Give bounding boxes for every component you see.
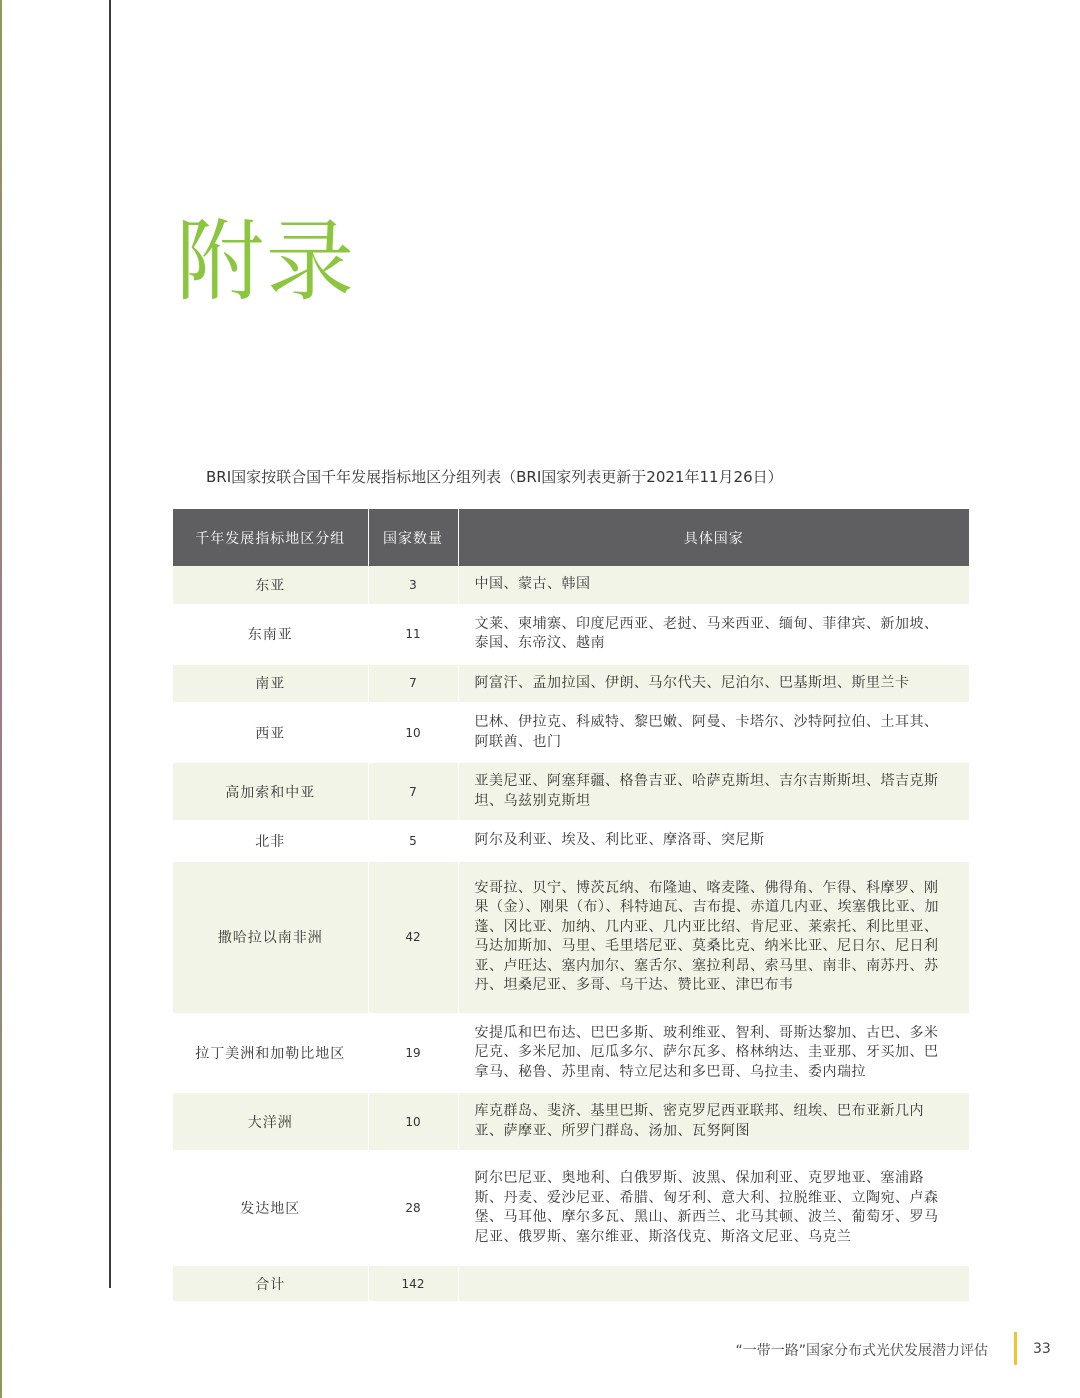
region-cell: 发达地区	[173, 1151, 368, 1265]
margin-rule	[109, 0, 111, 1288]
countries-cell: 阿尔及利亚、埃及、利比亚、摩洛哥、突尼斯	[458, 821, 969, 861]
region-cell: 南亚	[173, 664, 368, 704]
table-row	[173, 1092, 969, 1151]
count-cell: 10	[368, 703, 458, 762]
header-count: 国家数量	[368, 509, 458, 566]
footer-accent-bar	[1014, 1332, 1017, 1365]
region-cell: 东亚	[173, 566, 368, 605]
region-cell: 东南亚	[173, 605, 368, 664]
region-cell: 大洋洲	[173, 1092, 368, 1151]
total-count-cell: 142	[368, 1265, 458, 1302]
page-title: 附录	[176, 210, 357, 313]
count-cell: 10	[368, 1092, 458, 1151]
table-row	[173, 1014, 969, 1093]
table-caption: BRI国家按联合国千年发展指标地区分组列表（BRI国家列表更新于2021年11月26日）	[206, 468, 783, 486]
footer-report-title: “一带一路”国家分布式光伏发展潜力评估	[735, 1343, 988, 1359]
table-row	[173, 605, 969, 664]
table-row	[173, 762, 969, 821]
bri-region-table	[173, 509, 969, 1303]
region-cell: 西亚	[173, 703, 368, 762]
total-countries-cell	[458, 1265, 969, 1302]
region-cell: 北非	[173, 821, 368, 861]
countries-cell: 文莱、柬埔寨、印度尼西亚、老挝、马来西亚、缅甸、菲律宾、新加坡、泰国、东帝汶、越南	[458, 605, 969, 664]
table-header-row	[173, 509, 969, 566]
table-row	[173, 1151, 969, 1265]
table-row-total	[173, 1265, 969, 1302]
table-row	[173, 566, 969, 605]
countries-cell: 阿尔巴尼亚、奥地利、白俄罗斯、波黑、保加利亚、克罗地亚、塞浦路斯、丹麦、爱沙尼亚、希腊、匈牙利、意大利、拉脱维亚、立陶宛、卢森堡、马耳他、摩尔多瓦、黑山、新西兰、北马其顿、波兰、葡萄牙、罗马尼亚、俄罗斯、塞尔维亚、斯洛伐克、斯洛文尼亚、乌克兰	[458, 1151, 969, 1265]
count-cell: 5	[368, 821, 458, 861]
table-row	[173, 664, 969, 704]
count-cell: 11	[368, 605, 458, 664]
header-countries: 具体国家	[458, 509, 969, 566]
region-cell: 高加索和中亚	[173, 762, 368, 821]
countries-cell: 库克群岛、斐济、基里巴斯、密克罗尼西亚联邦、纽埃、巴布亚新几内亚、萨摩亚、所罗门群岛、汤加、瓦努阿图	[458, 1092, 969, 1151]
count-cell: 7	[368, 664, 458, 704]
page-number: 33	[1033, 1341, 1051, 1357]
countries-cell: 亚美尼亚、阿塞拜疆、格鲁吉亚、哈萨克斯坦、吉尔吉斯斯坦、塔吉克斯坦、乌兹别克斯坦	[458, 762, 969, 821]
page-edge-decoration	[0, 0, 2, 1398]
header-region: 千年发展指标地区分组	[173, 509, 368, 566]
countries-cell: 阿富汗、孟加拉国、伊朗、马尔代夫、尼泊尔、巴基斯坦、斯里兰卡	[458, 664, 969, 704]
countries-cell: 安哥拉、贝宁、博茨瓦纳、布隆迪、喀麦隆、佛得角、乍得、科摩罗、刚果（金）、刚果（布）、科特迪瓦、吉布提、赤道几内亚、埃塞俄比亚、加蓬、冈比亚、加纳、几内亚、几内亚比绍、肯尼亚、莱索托、利比里亚、马达加斯加、马里、毛里塔尼亚、莫桑比克、纳米比亚、尼日尔、尼日利亚、卢旺达、塞内加尔、塞舌尔、塞拉利昂、索马里、南非、南苏丹、苏丹、坦桑尼亚、多哥、乌干达、赞比亚、津巴布韦	[458, 861, 969, 1014]
count-cell: 42	[368, 861, 458, 1014]
count-cell: 28	[368, 1151, 458, 1265]
table-row	[173, 861, 969, 1014]
count-cell: 19	[368, 1014, 458, 1093]
countries-cell: 安提瓜和巴布达、巴巴多斯、玻利维亚、智利、哥斯达黎加、古巴、多米尼克、多米尼加、厄瓜多尔、萨尔瓦多、格林纳达、圭亚那、牙买加、巴拿马、秘鲁、苏里南、特立尼达和多巴哥、乌拉圭、委内瑞拉	[458, 1014, 969, 1093]
region-cell: 拉丁美洲和加勒比地区	[173, 1014, 368, 1093]
total-label-cell: 合计	[173, 1265, 368, 1302]
table-row	[173, 703, 969, 762]
count-cell: 7	[368, 762, 458, 821]
countries-cell: 巴林、伊拉克、科威特、黎巴嫩、阿曼、卡塔尔、沙特阿拉伯、土耳其、阿联酋、也门	[458, 703, 969, 762]
table-row	[173, 821, 969, 861]
region-cell: 撒哈拉以南非洲	[173, 861, 368, 1014]
count-cell: 3	[368, 566, 458, 605]
countries-cell: 中国、蒙古、韩国	[458, 566, 969, 605]
